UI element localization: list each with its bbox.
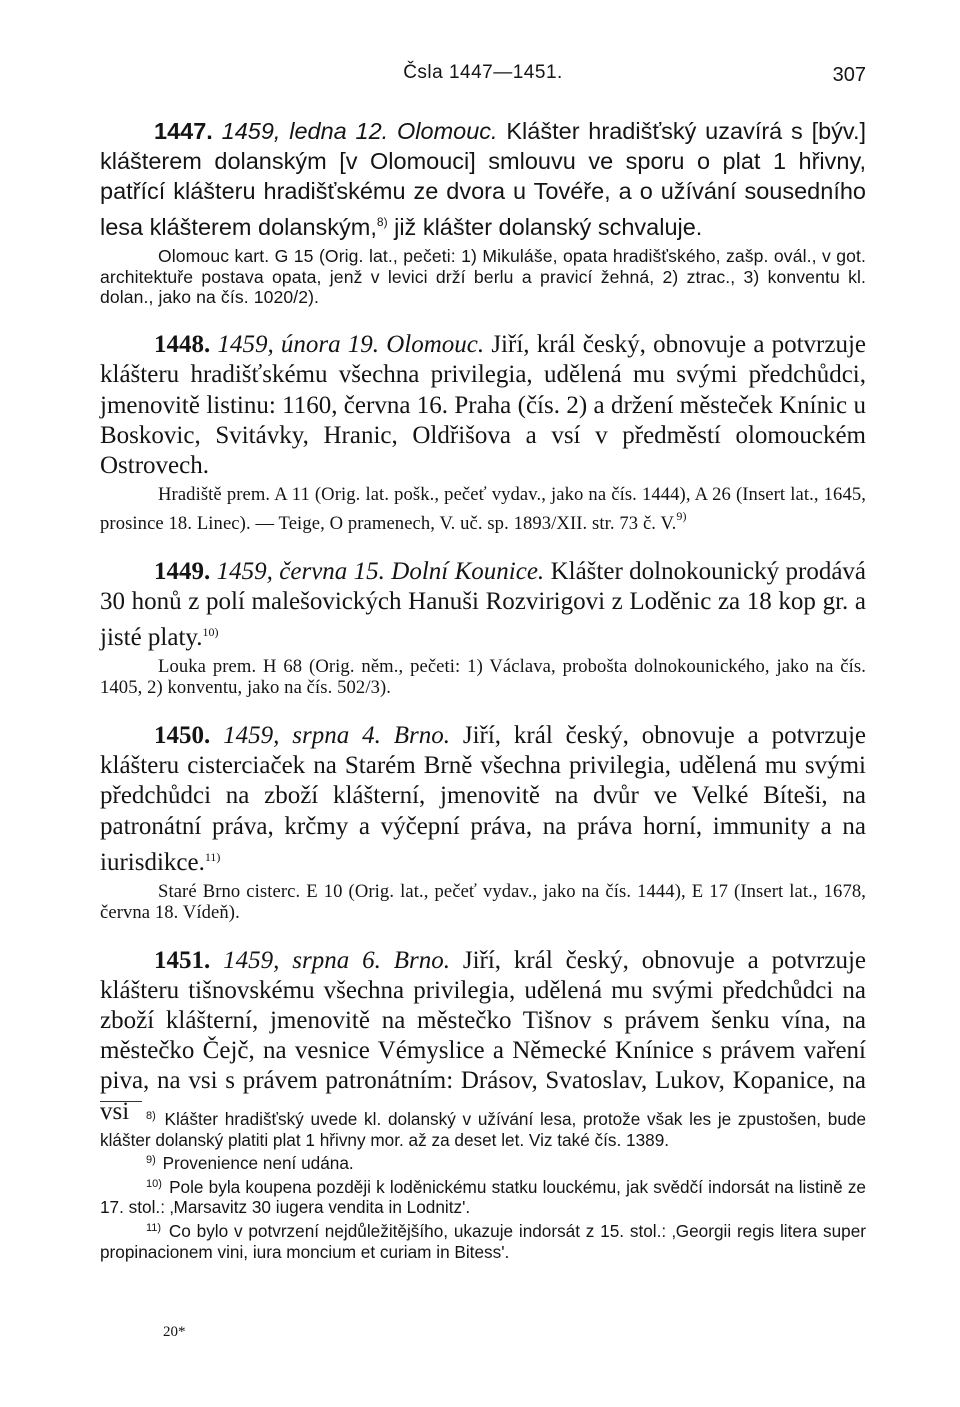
entry-1451 — [100, 946, 866, 1127]
footnote-mark: 8) — [146, 1110, 156, 1122]
footnote-9 — [100, 1150, 866, 1174]
footnote-mark: 9) — [146, 1154, 156, 1167]
entry-text: Jiří, král český, obnovuje a potvrzuje klášteru tišnovskému všechna privilegia, udělená mu svými předchůdci na zboží klášterní, jmenovitě na městečko Tišnov s právem šenku vína, na městečko Čejč, na vesnice Vémyslice a Německé Knínice s právem vaření piva, na vsi s právem patronátním: Drásov, Svatoslav, Lukov, Kopanice, na vsi — [100, 946, 866, 1125]
page-number: 307 — [832, 64, 866, 86]
footnote-mark: 11) — [146, 1221, 162, 1234]
entry-date-place: 1459, srpna 4. Brno. — [223, 722, 450, 750]
entry-date-place: 1459, ledna 12. Olomouc. — [221, 118, 498, 144]
entry-1447 — [100, 116, 866, 242]
entry-1450 — [100, 721, 866, 878]
footnote-ref: 9) — [676, 509, 687, 524]
footnote-text: Co bylo v potvrzení nejdůležitějšího, ukazuje indorsát z 15. stol.: ‚Georgii regis litera super propinacionem vini, iura moncium et curiam in Bitess'. — [100, 1220, 867, 1262]
entry-1449 — [100, 557, 866, 654]
entry-number: 1448. — [154, 331, 211, 359]
footnote-text: Klášter hradišťský uvede kl. dolanský v užívání lesa, protože však les je zpustošen, bude klášter dolanský platiti plat 1 hřivny mor. až za deset let. Viz také čís. 1389. — [100, 1109, 867, 1150]
entry-number: 1449. — [154, 557, 211, 585]
document-body — [100, 116, 866, 1127]
entry-number: 1447. — [154, 118, 213, 144]
entry-date-place: 1459, srpna 6. Brno. — [223, 946, 450, 974]
entry-source: Louka prem. H 68 (Orig. něm., pečeti: 1) Václava, probošta dolnokounického, jako na čís. 1405, 2) konventu, jako na čís. 502/3). — [100, 656, 866, 699]
footnote-ref: 10) — [202, 625, 219, 640]
entry-source: Staré Brno cisterc. E 10 (Orig. lat., pečeť vydav., jako na čís. 1444), E 17 (Insert lat., 1678, června 18. Vídeň). — [100, 881, 866, 923]
footnote-11 — [100, 1218, 866, 1262]
entry-date-place: 1459, června 15. Dolní Kounice. — [216, 557, 545, 585]
entry-1448 — [100, 330, 866, 481]
running-title: Čsla 1447—1451. — [403, 62, 563, 83]
entry-number: 1451. — [154, 946, 211, 974]
entry-text-continued: již klášter dolanský schvaluje. — [387, 213, 703, 240]
footnotes — [100, 1106, 866, 1262]
footnote-ref: 11) — [204, 849, 221, 864]
entry-number: 1450. — [154, 722, 211, 750]
entry-date-place: 1459, února 19. Olomouc. — [217, 331, 485, 359]
footnote-mark: 10) — [146, 1177, 162, 1190]
footnote-ref: 8) — [376, 214, 388, 229]
signature-mark: 20* — [163, 1324, 186, 1340]
entry-text: Klášter hradišťský uzavírá s [býv.] klášterem dolanským [v Olomouci] smlouvu ve sporu o plat 1 hřivny, patřící klášteru hradišťskému ze dvora u Tovéře, a o užívání sousedního lesa klášterem dolanským, — [100, 118, 867, 240]
entry-source: Olomouc kart. G 15 (Orig. lat., pečeti: 1) Mikuláše, opata hradišťského, zašp. ovál., v got. architektuře postava opata, jenž v levici drží berlu a pravicí žehná, 2) ztrac., 3) konventu kl. dolan., jako na čís. 1020/2). — [100, 245, 866, 308]
entry-text: Klášter dolnokounický prodává 30 honů z polí malešovických Hanuši Rozvirigovi z Loděnic za 18 kop gr. a jisté platy. — [100, 557, 867, 652]
footnote-text: Pole byla koupena později k loděnickému statku louckému, jak svědčí indorsát na listině ze 17. stol.: ‚Marsavitz 30 iugera vendita in Lodnitz'. — [100, 1176, 866, 1218]
footnote-10 — [100, 1174, 866, 1218]
running-head — [100, 62, 866, 90]
footnote-8 — [100, 1106, 866, 1150]
footnote-divider — [100, 1101, 142, 1102]
entry-source-text: Hradiště prem. A 11 (Orig. lat. pošk., pečeť vydav., jako na čís. 1444), A 26 (Insert lat., 1645, prosince 18. Linec). — Teige, O pramenech, V. uč. sp. 1893/XII. str. 73 č. V. — [100, 484, 866, 535]
footnote-text: Provenience není udána. — [162, 1153, 354, 1174]
entry-source — [100, 485, 866, 535]
entry-text: Jiří, král český, obnovuje a potvrzuje klášteru hradišťskému všechna privilegia, udělená mu svými předchůdci, jmenovitě listinu: 1160, června 16. Praha (čís. 2) a držení městeček Knínic u Boskovic, Svitávky, Hranic, Oldřišova a vsí v předměstí olomouckém Ostrovech. — [100, 331, 867, 480]
entry-text: Jiří, král český, obnovuje a potvrzuje klášteru cisterciaček na Starém Brně všechna privilegia, udělená mu svými předchůdci na zboží klášterní, jmenovitě na dvůr ve Velké Bíteši, na patronátní práva, krčmy a výčepní práva, na práva horní, immunity a na iurisdikce. — [100, 722, 866, 876]
